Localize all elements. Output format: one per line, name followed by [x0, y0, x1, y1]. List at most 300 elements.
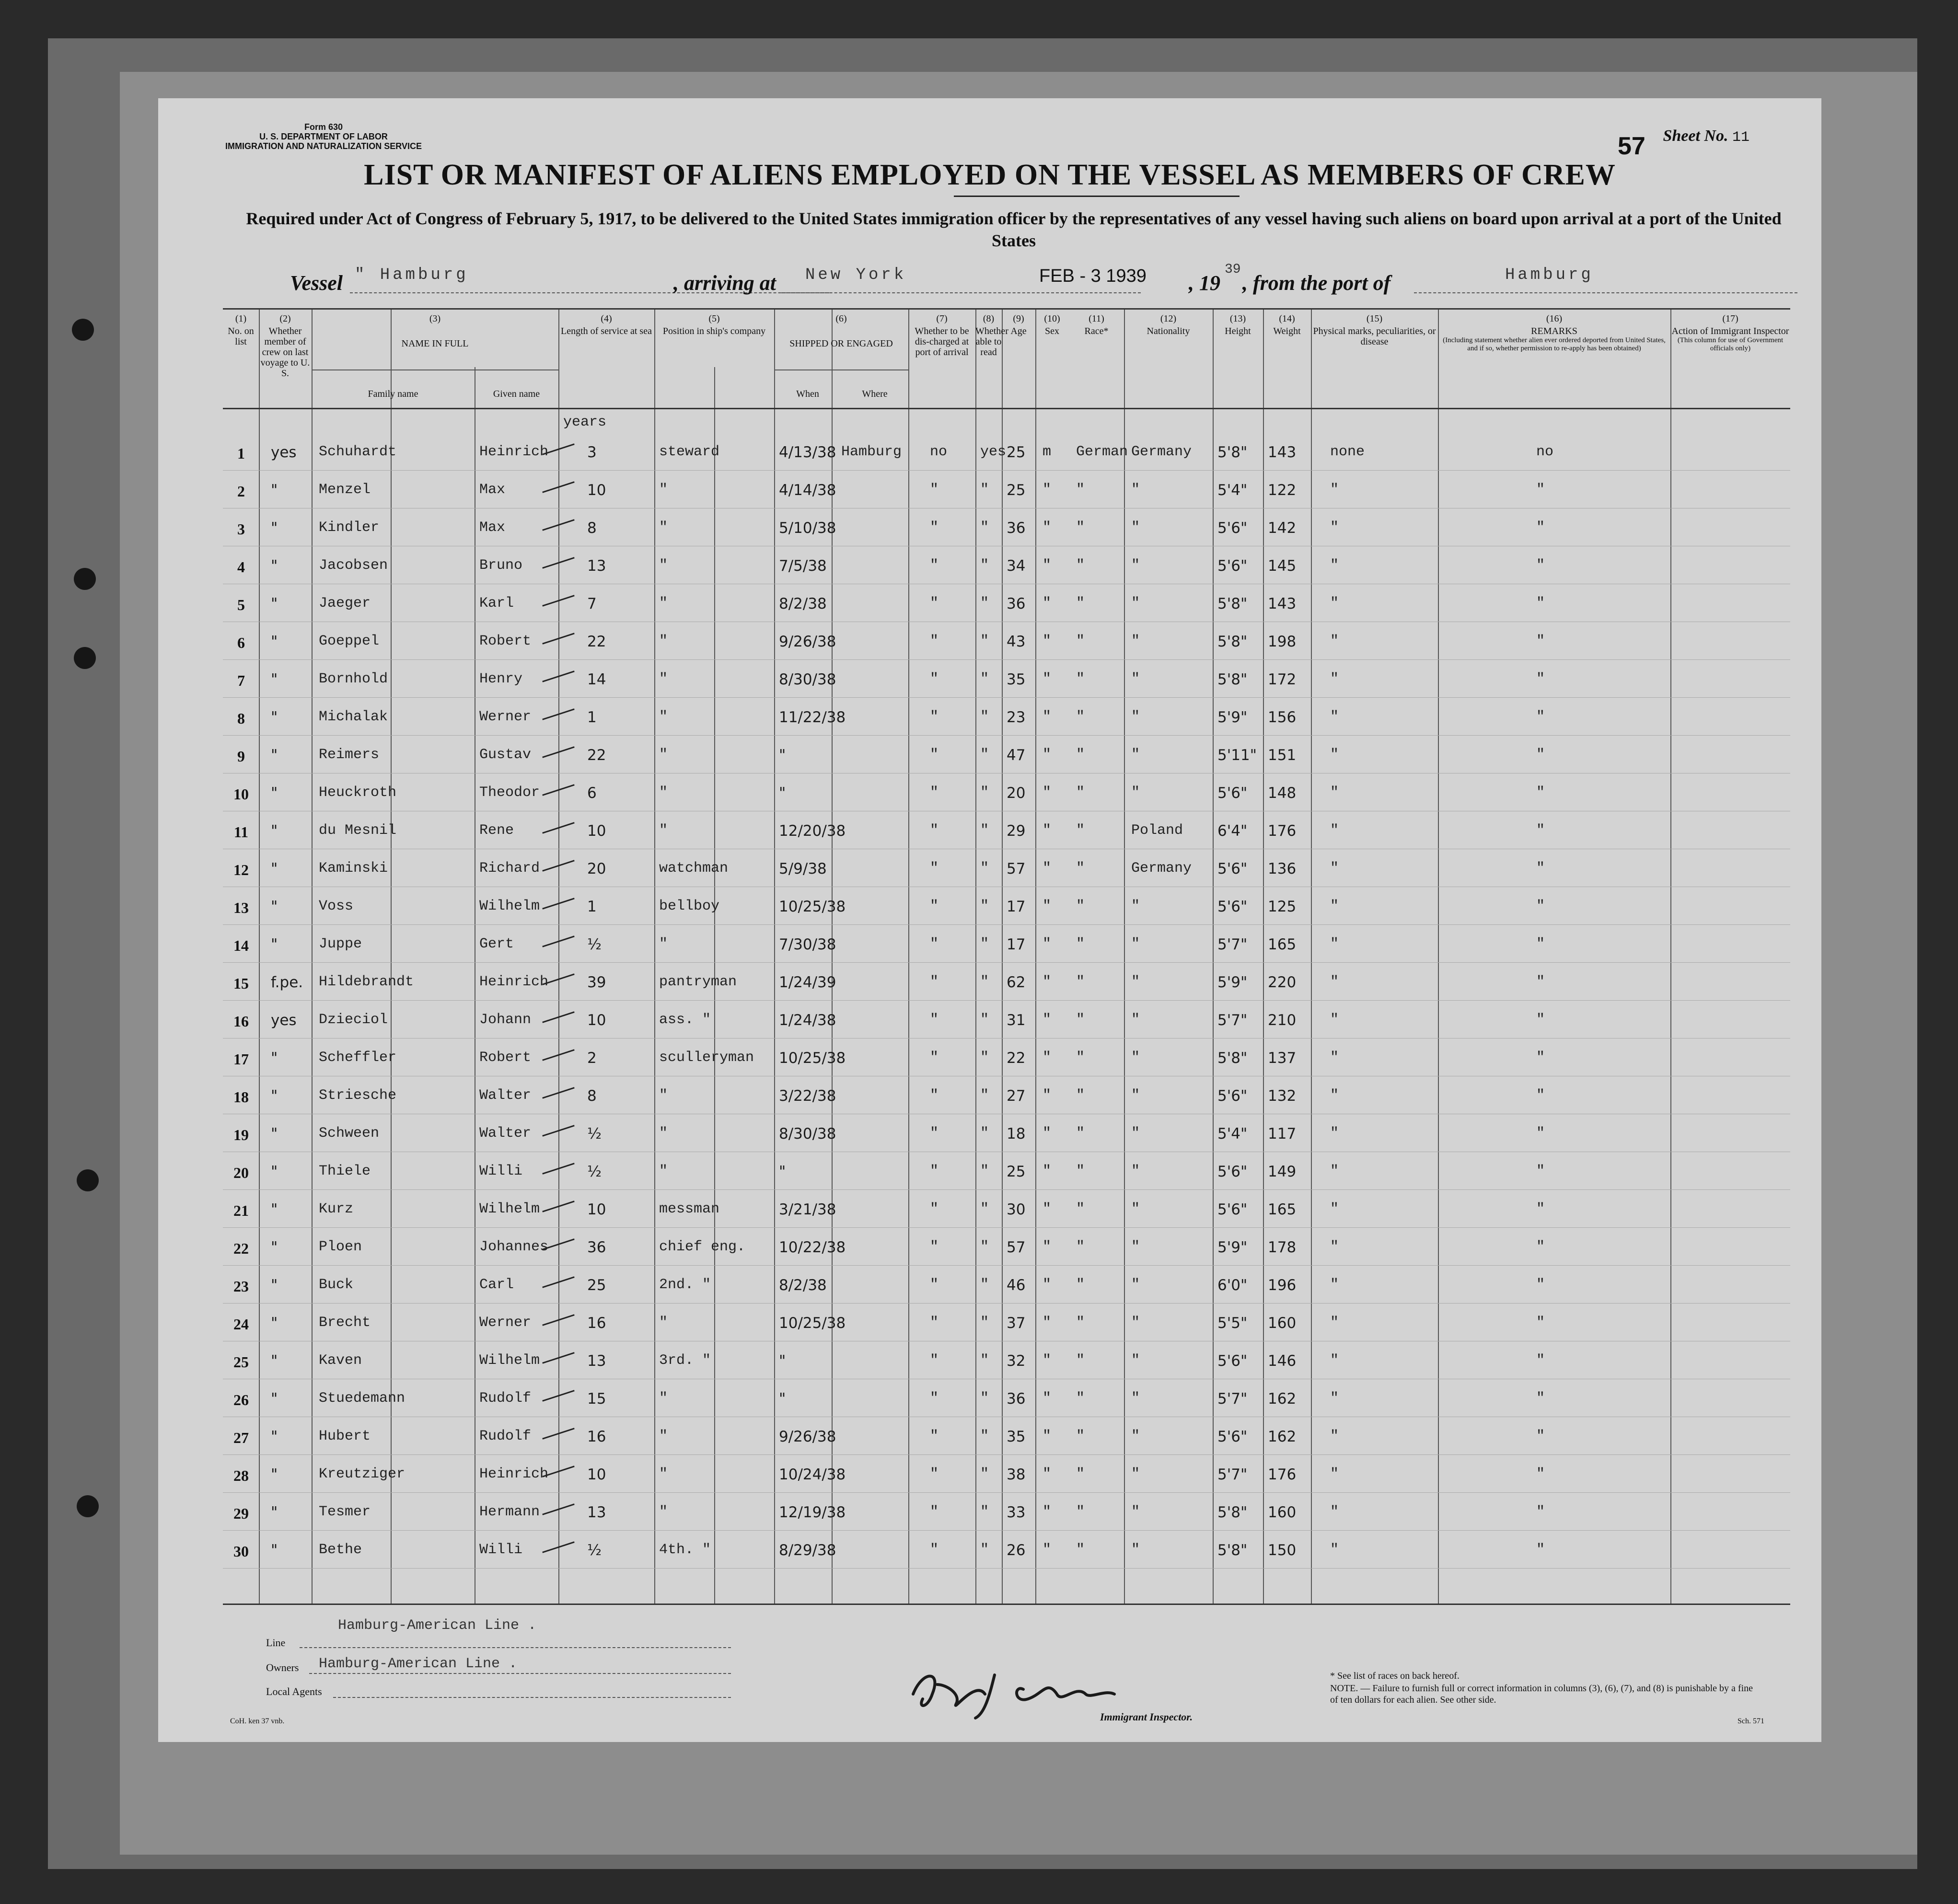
column-number: (16): [1546, 313, 1563, 324]
cell-nationality: ": [1131, 1542, 1140, 1558]
cell-crew: ": [271, 1201, 278, 1218]
cell-race: ": [1076, 595, 1085, 612]
column-label: Whether able to read: [975, 326, 1008, 358]
cell-read: ": [980, 482, 989, 498]
cell-weight: 132: [1268, 1087, 1297, 1105]
column-label: Nationality: [1147, 326, 1190, 336]
cell-when: 1/24/39: [779, 974, 836, 991]
cell-family: Buck: [319, 1277, 354, 1293]
cell-read: ": [980, 936, 989, 952]
cell-discharged: ": [930, 822, 939, 839]
cell-weight: 125: [1268, 898, 1297, 915]
cell-service: 6: [587, 785, 597, 802]
cell-given: Rene: [479, 822, 514, 839]
cell-when: 9/26/38: [779, 633, 836, 650]
cell-when: ": [779, 1352, 786, 1370]
cell-age: 36: [1007, 595, 1026, 612]
cell-position: ": [659, 1428, 668, 1444]
row-number: 3: [237, 520, 245, 538]
column-number: (1): [235, 313, 247, 324]
column-divider: [1035, 310, 1036, 1604]
column-header: [1213, 313, 1263, 336]
row-number: 30: [233, 1543, 249, 1560]
cell-marks: ": [1330, 1087, 1339, 1104]
cell-remarks: ": [1536, 633, 1545, 649]
cell-remarks: ": [1536, 898, 1545, 914]
column-divider: [654, 310, 655, 1604]
row-number: 28: [233, 1467, 249, 1484]
cell-height: 5'8": [1217, 595, 1248, 612]
cell-remarks: ": [1536, 482, 1545, 498]
cell-weight: 156: [1268, 709, 1297, 726]
cell-crew: ": [271, 482, 278, 499]
cell-family: Goeppel: [319, 633, 380, 649]
cell-remarks: ": [1536, 595, 1545, 612]
binder-hole: [72, 319, 94, 341]
cell-given: Heinrich: [479, 1466, 549, 1482]
cell-family: Jacobsen: [319, 557, 388, 574]
line-label: Line: [266, 1637, 286, 1649]
binder-hole: [74, 568, 96, 590]
cell-given: Gert: [479, 936, 514, 952]
column-divider: [1263, 310, 1264, 1604]
cell-remarks: ": [1536, 557, 1545, 574]
cell-race: ": [1076, 1504, 1085, 1520]
cell-read: ": [980, 1125, 989, 1142]
cell-age: 31: [1007, 1012, 1026, 1029]
cell-height: 5'6": [1217, 519, 1248, 537]
cell-marks: ": [1330, 898, 1339, 914]
cell-age: 32: [1007, 1352, 1026, 1370]
cell-nationality: ": [1131, 1163, 1140, 1179]
binder-hole: [77, 1495, 99, 1517]
row-number: 6: [237, 634, 245, 651]
row-number: 7: [237, 672, 245, 689]
cell-height: 5'7": [1217, 1012, 1248, 1029]
binder-hole: [74, 647, 96, 669]
cell-age: 36: [1007, 519, 1026, 537]
column-number: (15): [1366, 313, 1383, 324]
cell-marks: ": [1330, 633, 1339, 649]
cell-height: 6'4": [1217, 822, 1248, 840]
cell-age: 17: [1007, 898, 1026, 915]
cell-remarks: ": [1536, 747, 1545, 763]
row-number: 15: [233, 975, 249, 992]
cell-read: ": [980, 1315, 989, 1331]
cell-remarks: ": [1536, 1352, 1545, 1369]
cell-service: 7: [587, 595, 597, 612]
cell-race: ": [1076, 1201, 1085, 1217]
cell-given: Werner: [479, 1315, 532, 1331]
cell-age: 22: [1007, 1050, 1026, 1067]
cell-crew: ": [271, 1087, 278, 1105]
cell-family: Stuedemann: [319, 1390, 406, 1407]
from-port-label: , from the port of: [1242, 271, 1391, 295]
cell-marks: ": [1330, 1504, 1339, 1520]
cell-weight: 198: [1268, 633, 1297, 650]
cell-read: ": [980, 1087, 989, 1104]
column-label: Physical marks, peculiarities, or disease: [1313, 326, 1436, 347]
cell-family: Schween: [319, 1125, 380, 1142]
column-number: (11): [1089, 313, 1104, 324]
page-title: LIST OR MANIFEST OF ALIENS EMPLOYED ON THE VESSEL AS MEMBERS OF CREW: [364, 159, 1616, 191]
cell-age: 18: [1007, 1125, 1026, 1142]
cell-remarks: ": [1536, 709, 1545, 725]
column-header: [908, 313, 975, 358]
cell-race: ": [1076, 1087, 1085, 1104]
cell-sex: ": [1043, 747, 1052, 763]
cell-discharged: ": [930, 1012, 939, 1028]
cell-remarks: ": [1536, 1125, 1545, 1142]
owners-value: Hamburg-American Line .: [319, 1656, 518, 1672]
cell-family: Tesmer: [319, 1504, 371, 1520]
cell-nationality: ": [1131, 557, 1140, 574]
cell-position: ": [659, 1163, 668, 1179]
column-number: (2): [279, 313, 291, 324]
schedule-code: Sch. 571: [1738, 1717, 1764, 1725]
column-number: (17): [1722, 313, 1738, 324]
subheader-rule: [312, 369, 558, 370]
cell-family: du Mesnil: [319, 822, 397, 839]
cell-given: Robert: [479, 633, 532, 649]
row-number: 29: [233, 1505, 249, 1522]
cell-height: 6'0": [1217, 1277, 1248, 1294]
cell-sex: ": [1043, 1012, 1052, 1028]
column-divider: [1438, 310, 1439, 1604]
cell-height: 5'8": [1217, 1542, 1248, 1559]
arrival-date-stamp: FEB - 3 1939: [1039, 266, 1147, 286]
cell-remarks: ": [1536, 1163, 1545, 1179]
row-rule: [223, 1265, 1790, 1266]
cell-remarks: ": [1536, 860, 1545, 877]
cell-nationality: ": [1131, 898, 1140, 914]
column-header: [774, 313, 908, 349]
cell-race: ": [1076, 1239, 1085, 1255]
cell-nationality: ": [1131, 482, 1140, 498]
cell-marks: ": [1330, 1125, 1339, 1142]
column-label: Length of service at sea: [561, 326, 652, 336]
cell-marks: ": [1330, 595, 1339, 612]
cell-remarks: ": [1536, 785, 1545, 801]
cell-race: ": [1076, 709, 1085, 725]
cell-weight: 146: [1268, 1352, 1297, 1370]
cell-family: Dzieciol: [319, 1012, 388, 1028]
vessel-value: " Hamburg: [355, 266, 469, 284]
column-header: [1311, 313, 1438, 347]
row-number: 12: [233, 861, 249, 878]
cell-when: ": [779, 1390, 786, 1408]
cell-service: 22: [587, 747, 606, 764]
cell-given: Karl: [479, 595, 514, 612]
cell-weight: 210: [1268, 1012, 1297, 1029]
cell-crew: ": [271, 1390, 278, 1408]
cell-race: ": [1076, 671, 1085, 687]
cell-marks: ": [1330, 482, 1339, 498]
cell-sex: ": [1043, 557, 1052, 574]
cell-height: 5'8": [1217, 1050, 1248, 1067]
cell-weight: 151: [1268, 747, 1297, 764]
column-label: Sex: [1045, 326, 1059, 336]
column-subheader: Family name: [368, 389, 418, 399]
cell-service: 10: [587, 1201, 606, 1218]
row-rule: [223, 1227, 1790, 1228]
cell-when: 12/19/38: [779, 1504, 846, 1521]
cell-nationality: ": [1131, 1315, 1140, 1331]
cell-height: 5'9": [1217, 1239, 1248, 1256]
cell-when: 5/10/38: [779, 519, 836, 537]
column-label: Age: [1010, 326, 1027, 336]
cell-when: 3/21/38: [779, 1201, 836, 1218]
cell-height: 5'4": [1217, 1125, 1248, 1142]
cell-position: ": [659, 747, 668, 763]
cell-discharged: no: [930, 444, 948, 460]
column-header: [312, 313, 558, 349]
cell-crew: ": [271, 1542, 278, 1559]
cell-family: Hubert: [319, 1428, 371, 1444]
cell-race: ": [1076, 860, 1085, 877]
sheet-label: Sheet No.: [1663, 127, 1728, 145]
cell-position: chief eng.: [659, 1239, 746, 1255]
cell-discharged: ": [930, 1315, 939, 1331]
column-label: Action of Immigrant Inspector: [1671, 326, 1789, 336]
column-number: (7): [936, 313, 948, 324]
cell-when: 11/22/38: [779, 709, 846, 726]
cell-position: ": [659, 1315, 668, 1331]
cell-sex: ": [1043, 1087, 1052, 1104]
cell-nationality: ": [1131, 1201, 1140, 1217]
cell-service: 20: [587, 860, 606, 877]
manifest-sheet: [158, 98, 1821, 1742]
column-number: (3): [429, 313, 441, 324]
cell-weight: 160: [1268, 1504, 1297, 1521]
cell-marks: ": [1330, 519, 1339, 536]
cell-weight: 162: [1268, 1428, 1297, 1445]
cell-crew: yes: [271, 444, 297, 461]
cell-crew: ": [271, 1466, 278, 1483]
cell-given: Gustav: [479, 747, 532, 763]
cell-given: Richard: [479, 860, 540, 877]
vessel-label: Vessel: [290, 271, 343, 295]
cell-marks: ": [1330, 974, 1339, 990]
cell-discharged: ": [930, 936, 939, 952]
cell-sex: m: [1043, 444, 1052, 460]
cell-where: Hamburg: [841, 444, 902, 460]
row-rule: [223, 924, 1790, 925]
cell-remarks: ": [1536, 936, 1545, 952]
cell-nationality: ": [1131, 974, 1140, 990]
cell-crew: ": [271, 1352, 278, 1370]
row-rule: [223, 1038, 1790, 1039]
cell-race: ": [1076, 1277, 1085, 1293]
column-number: (5): [708, 313, 720, 324]
cell-age: 20: [1007, 785, 1026, 802]
cell-height: 5'4": [1217, 482, 1248, 499]
row-number: 8: [237, 710, 245, 727]
cell-sex: ": [1043, 1504, 1052, 1520]
cell-sex: ": [1043, 1239, 1052, 1255]
cell-remarks: ": [1536, 1315, 1545, 1331]
cell-height: 5'6": [1217, 898, 1248, 915]
cell-sex: ": [1043, 1542, 1052, 1558]
cell-given: Johannes: [479, 1239, 549, 1255]
row-number: 2: [237, 483, 245, 500]
cell-when: 4/14/38: [779, 482, 836, 499]
row-number: 19: [233, 1126, 249, 1143]
vessel-line: [158, 262, 1821, 300]
service-name: IMMIGRATION AND NATURALIZATION SERVICE: [225, 141, 422, 151]
cell-marks: ": [1330, 1163, 1339, 1179]
cell-read: ": [980, 1390, 989, 1407]
cell-given: Rudolf: [479, 1390, 532, 1407]
cell-crew: ": [271, 1239, 278, 1256]
cell-weight: 143: [1268, 444, 1297, 461]
cell-service: 15: [587, 1390, 606, 1408]
cell-service: 10: [587, 1466, 606, 1483]
column-divider: [975, 310, 976, 1604]
row-rule: [223, 659, 1790, 660]
cell-nationality: ": [1131, 595, 1140, 612]
cell-race: ": [1076, 633, 1085, 649]
cell-service: 10: [587, 1012, 606, 1029]
cell-discharged: ": [930, 519, 939, 536]
cell-discharged: ": [930, 974, 939, 990]
cell-given: Walter: [479, 1087, 532, 1104]
cell-sex: ": [1043, 974, 1052, 990]
cell-discharged: ": [930, 633, 939, 649]
cell-height: 5'8": [1217, 444, 1248, 461]
line-value: Hamburg-American Line .: [338, 1617, 537, 1634]
cell-crew: ": [271, 747, 278, 764]
cell-family: Kaven: [319, 1352, 362, 1369]
cell-family: Kaminski: [319, 860, 388, 877]
cell-age: 17: [1007, 936, 1026, 953]
cell-race: ": [1076, 482, 1085, 498]
cell-discharged: ": [930, 1504, 939, 1520]
cell-race: ": [1076, 747, 1085, 763]
cell-remarks: ": [1536, 519, 1545, 536]
row-number: 11: [233, 823, 249, 841]
year-value: 39: [1225, 262, 1241, 277]
cell-discharged: ": [930, 1163, 939, 1179]
cell-position: ": [659, 557, 668, 574]
cell-read: ": [980, 1542, 989, 1558]
cell-when: 10/25/38: [779, 1050, 846, 1067]
column-label: REMARKS: [1531, 326, 1577, 336]
cell-family: Striesche: [319, 1087, 397, 1104]
cell-crew: ": [271, 1315, 278, 1332]
column-divider: [1213, 310, 1214, 1604]
cell-read: ": [980, 633, 989, 649]
column-header: [1035, 313, 1069, 336]
cell-position: bellboy: [659, 898, 720, 914]
cell-sex: ": [1043, 519, 1052, 536]
cell-position: ": [659, 1466, 668, 1482]
column-header: [259, 313, 312, 379]
row-number: 22: [233, 1240, 249, 1257]
cell-when: ": [779, 1163, 786, 1180]
cell-discharged: ": [930, 1050, 939, 1066]
cell-age: 23: [1007, 709, 1026, 726]
cell-remarks: ": [1536, 1504, 1545, 1520]
cell-family: Thiele: [319, 1163, 371, 1179]
cell-given: Max: [479, 519, 506, 536]
cell-sex: ": [1043, 1428, 1052, 1444]
cell-marks: ": [1330, 557, 1339, 574]
cell-position: ": [659, 1087, 668, 1104]
cell-height: 5'6": [1217, 1163, 1248, 1180]
cell-family: Bethe: [319, 1542, 362, 1558]
cell-service: 16: [587, 1428, 606, 1445]
cell-service: 3: [587, 444, 597, 461]
cell-when: 10/25/38: [779, 898, 846, 915]
cell-nationality: ": [1131, 1390, 1140, 1407]
column-header: [1438, 313, 1670, 353]
column-header: [975, 313, 1008, 358]
cell-when: 5/9/38: [779, 860, 827, 877]
cell-marks: ": [1330, 1239, 1339, 1255]
cell-family: Voss: [319, 898, 354, 914]
row-number: 27: [233, 1429, 249, 1446]
row-number: 9: [237, 748, 245, 765]
row-number: 20: [233, 1164, 249, 1181]
cell-position: ": [659, 822, 668, 839]
cell-crew: ": [271, 936, 278, 953]
cell-crew: ": [271, 1163, 278, 1180]
cell-age: 35: [1007, 671, 1026, 688]
cell-discharged: ": [930, 1277, 939, 1293]
column-label: SHIPPED OR ENGAGED: [789, 338, 893, 349]
cell-read: ": [980, 709, 989, 725]
year-prefix: , 19: [1189, 271, 1220, 295]
cell-race: ": [1076, 1390, 1085, 1407]
cell-when: ": [779, 747, 786, 764]
cell-crew: ": [271, 1125, 278, 1142]
cell-age: 35: [1007, 1428, 1026, 1445]
cell-nationality: ": [1131, 671, 1140, 687]
cell-race: ": [1076, 1352, 1085, 1369]
cell-remarks: ": [1536, 1466, 1545, 1482]
cell-family: Menzel: [319, 482, 371, 498]
cell-when: 8/30/38: [779, 671, 836, 688]
cell-given: Heinrich: [479, 974, 549, 990]
cell-crew: ": [271, 633, 278, 650]
cell-position: pantryman: [659, 974, 737, 990]
column-header: [558, 313, 654, 336]
arriving-value: New York: [805, 266, 907, 284]
column-label: Whether to be dis-charged at port of arrival: [915, 326, 969, 358]
cell-weight: 176: [1268, 822, 1297, 840]
cell-given: Henry: [479, 671, 523, 687]
local-agents-label: Local Agents: [266, 1685, 322, 1697]
column-number: (8): [983, 313, 995, 324]
cell-weight: 165: [1268, 936, 1297, 953]
cell-nationality: ": [1131, 1504, 1140, 1520]
cell-read: ": [980, 860, 989, 877]
column-number: (6): [835, 313, 847, 324]
row-rule: [223, 1568, 1790, 1569]
cell-remarks: ": [1536, 1087, 1545, 1104]
row-rule: [223, 962, 1790, 963]
cell-crew: ": [271, 1504, 278, 1521]
cell-crew: ": [271, 1277, 278, 1294]
cell-family: Jaeger: [319, 595, 371, 612]
cell-height: 5'11": [1217, 747, 1257, 764]
cell-marks: ": [1330, 1352, 1339, 1369]
cell-marks: ": [1330, 860, 1339, 877]
cell-position: ": [659, 1504, 668, 1520]
cell-weight: 176: [1268, 1466, 1297, 1483]
cell-family: Michalak: [319, 709, 388, 725]
